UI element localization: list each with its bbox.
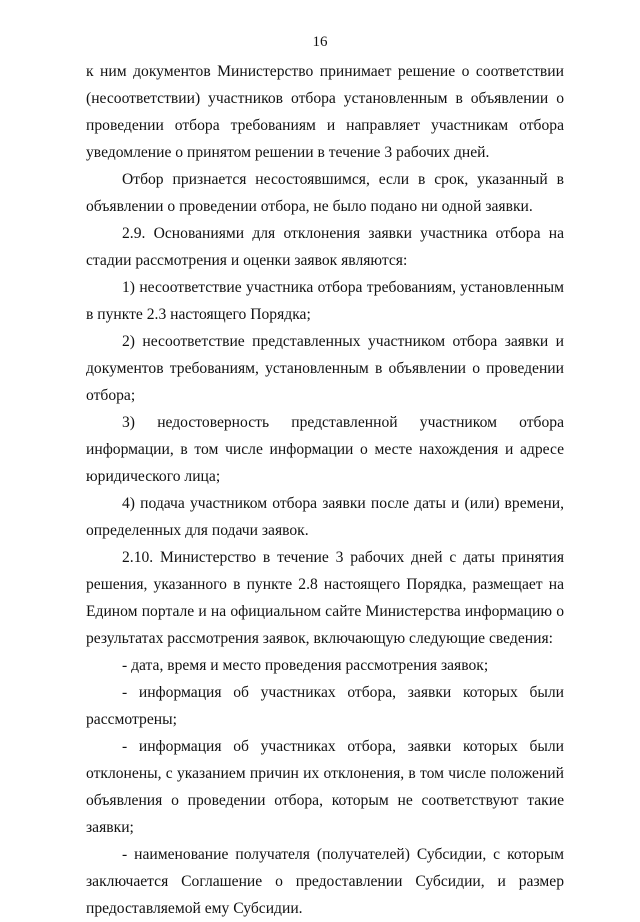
paragraph-rejection-grounds-heading: 2.9. Основаниями для отклонения заявки участника отбора на стадии рассмотрения и оценки заявок являются:	[86, 225, 564, 269]
list-item-reviewed-participants: - информация об участниках отбора, заявки которых были рассмотрены;	[86, 684, 564, 728]
paragraph-decision-continuation: к ним документов Министерство принимает решение о соответствии (несоответствии) участников отбора установленным в объявлении о проведении отбора требованиям и направляет участникам отбора уведомление о принятом решении в течение 3 рабочих дней.	[86, 63, 564, 161]
paragraph-selection-failed: Отбор признается несостоявшимся, если в срок, указанный в объявлении о проведении отбора, не было подано ни одной заявки.	[86, 171, 564, 215]
paragraph-results-publication: 2.10. Министерство в течение 3 рабочих дней с даты принятия решения, указанного в пункте 2.8 настоящего Порядка, размещает на Едином портале и на официальном сайте Министерства информацию о результатах рассмотрения заявок, включающую следующие сведения:	[86, 549, 564, 647]
list-item-rejected-participants: - информация об участниках отбора, заявки которых были отклонены, с указанием причин их отклонения, в том числе положений объявления о проведении отбора, которым не соответствуют такие заявки;	[86, 738, 564, 836]
document-body	[86, 58, 564, 922]
paragraph-rejection-ground-1: 1) несоответствие участника отбора требованиям, установленным в пункте 2.3 настоящего Порядка;	[86, 279, 564, 323]
paragraph-rejection-ground-3: 3) недостоверность представленной участником отбора информации, в том числе информации о месте нахождения и адресе юридического лица;	[86, 414, 564, 485]
page-number: 16	[312, 34, 328, 50]
paragraph-rejection-ground-4: 4) подача участником отбора заявки после даты и (или) времени, определенных для подачи заявок.	[86, 495, 564, 539]
list-item-review-date: - дата, время и место проведения рассмотрения заявок;	[122, 657, 489, 674]
paragraph-rejection-ground-2: 2) несоответствие представленных участником отбора заявки и документов требованиям, установленным в объявлении о проведении отбора;	[86, 333, 564, 404]
list-item-subsidy-recipient: - наименование получателя (получателей) Субсидии, с которым заключается Соглашение о предоставлении Субсидии, и размер предоставляемой ему Субсидии.	[86, 846, 564, 917]
